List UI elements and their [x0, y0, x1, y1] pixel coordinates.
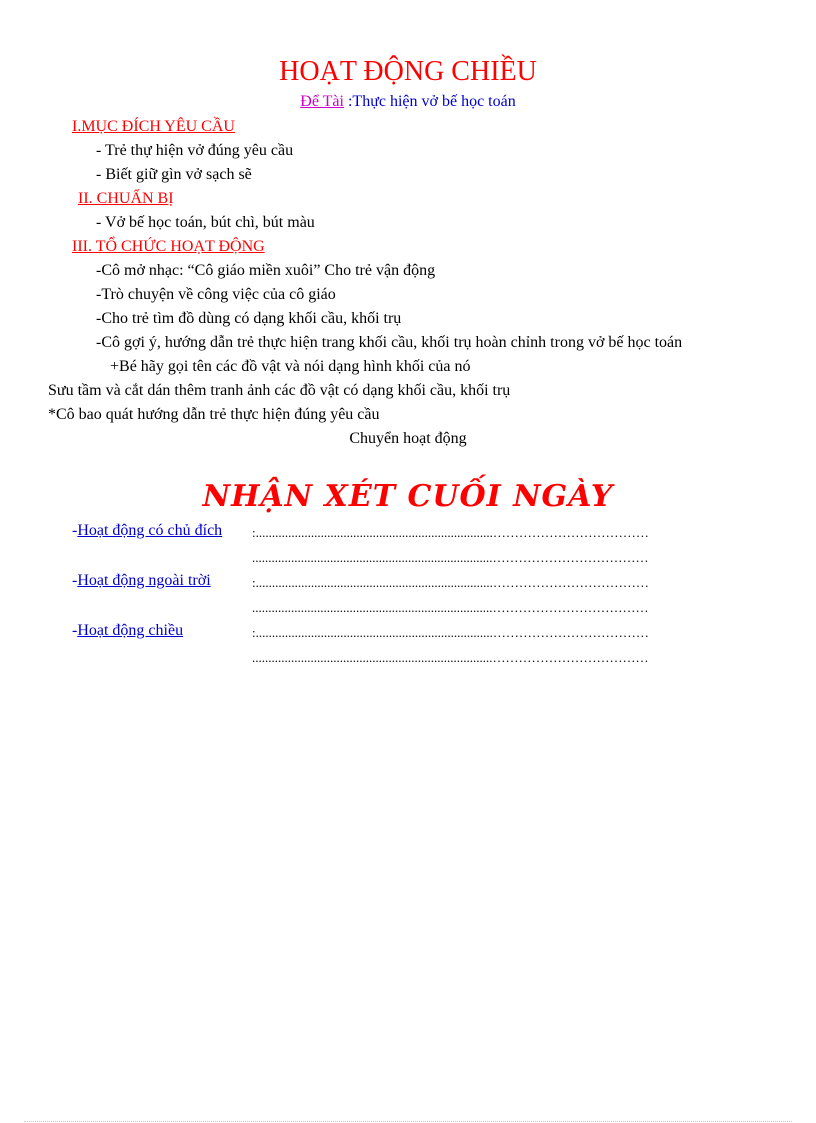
section-item: +Bé hãy gọi tên các đồ vật và nói dạng hình khối của nó [110, 358, 471, 375]
transition-text: Chuyển hoạt động [349, 430, 467, 447]
evaluation-link-afternoon-activity[interactable]: Hoạt động chiều [77, 622, 184, 639]
page-title: HOẠT ĐỘNG CHIỀU [279, 56, 537, 87]
section-item: -Cho trẻ tìm đồ dùng có dạng khối cầu, khối trụ [96, 310, 402, 327]
fill-in-dots: :.........................................................................……………………………… [252, 525, 649, 540]
page-bottom-rule [24, 1121, 792, 1122]
section-item: - Biết giữ gìn vở sạch sẽ [96, 166, 252, 183]
extra-line: *Cô bao quát hướng dẫn trẻ thực hiện đúng yêu cầu [48, 406, 380, 423]
topic-line [0, 92, 816, 112]
fill-in-dots: ..........................................................................……………………………… [252, 600, 649, 615]
evaluation-link-focused-activity[interactable]: Hoạt động có chủ đích [77, 522, 223, 539]
section-item: - Trẻ thự hiện vở đúng yêu cầu [96, 142, 294, 159]
fill-in-dots: ..........................................................................……………………………… [252, 550, 649, 565]
evaluation-row [72, 620, 183, 642]
row-dash: - [72, 622, 78, 639]
fill-in-dots: :.........................................................................……………………………… [252, 575, 649, 590]
section-item: -Cô gợi ý, hướng dẫn trẻ thực hiện trang khối cầu, khối trụ hoàn chỉnh trong vở bế học toán [96, 334, 683, 351]
evaluation-title: NHẬN XÉT CUỐI NGÀY [202, 479, 614, 514]
section-heading-activities: III. TỔ CHỨC HOẠT ĐỘNG [72, 238, 265, 255]
section-item: - Vở bế học toán, bút chì, bút màu [96, 214, 315, 231]
evaluation-row [72, 520, 222, 542]
evaluation-link-outdoor-activity[interactable]: Hoạt động ngoài trời [77, 572, 211, 589]
section-item: -Trò chuyện về công việc của cô giáo [96, 286, 336, 303]
fill-in-dots: :.........................................................................……………………………… [252, 625, 649, 640]
row-dash: - [72, 522, 78, 539]
section-item: -Cô mở nhạc: “Cô giáo miền xuôi” Cho trẻ vận động [96, 262, 436, 279]
fill-in-dots: ..........................................................................……………………………… [252, 650, 649, 665]
extra-line: Sưu tầm và cắt dán thêm tranh ảnh các đồ vật có dạng khối cầu, khối trụ [48, 382, 511, 399]
evaluation-row [72, 570, 211, 592]
topic-value: :Thực hiện vở bế học toán [347, 93, 516, 110]
row-dash: - [72, 572, 78, 589]
section-heading-preparation: II. CHUẨN BỊ [78, 190, 174, 207]
section-heading-objectives: I.MỤC ĐÍCH YÊU CẦU [72, 118, 235, 135]
topic-label: Để Tài [300, 93, 344, 110]
